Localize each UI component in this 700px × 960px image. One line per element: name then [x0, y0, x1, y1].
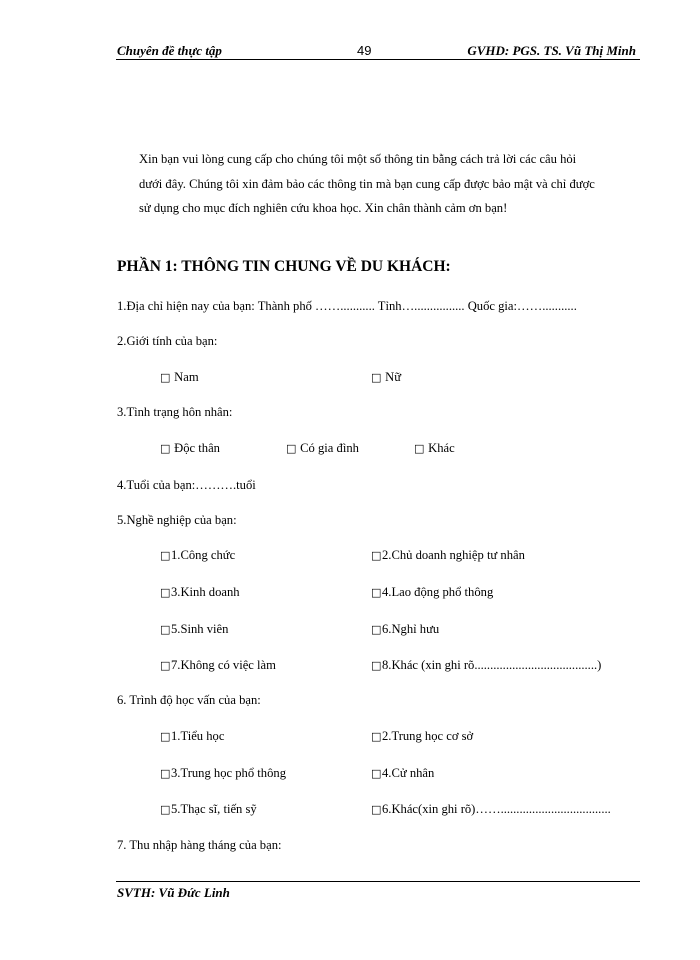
question-1-address: 1.Địa chỉ hiện nay của bạn: Thành phố ……........... Tỉnh…................ Quốc gia:……........... — [117, 299, 577, 313]
option-checkbox[interactable] — [160, 441, 220, 456]
question-4-age: 4.Tuổi của bạn:……….tuổi — [117, 478, 256, 492]
option-label: Nữ — [385, 370, 402, 384]
option-checkbox[interactable] — [371, 585, 493, 600]
checkbox-icon: □ — [371, 623, 382, 636]
option-label: 2.Chủ doanh nghiệp tư nhân — [382, 548, 525, 562]
option-label: 1.Công chức — [171, 548, 236, 562]
page-number: 49 — [357, 43, 372, 58]
intro-line: dưới đây. Chúng tôi xin đảm bảo các thông tin mà bạn cung cấp được bảo mật và chỉ được — [139, 176, 595, 191]
question-2-gender: 2.Giới tính của bạn: — [117, 334, 218, 348]
checkbox-icon: □ — [160, 371, 171, 384]
header-left-title: Chuyên đề thực tập — [117, 43, 222, 58]
option-label: 7.Không có việc làm — [171, 658, 276, 672]
option-label: 4.Lao động phổ thông — [382, 585, 494, 599]
checkbox-icon: □ — [160, 767, 171, 780]
option-label: Nam — [174, 370, 199, 384]
checkbox-icon: □ — [414, 442, 425, 455]
option-checkbox[interactable] — [371, 370, 401, 385]
option-checkbox[interactable] — [371, 729, 473, 744]
footer-author: SVTH: Vũ Đức Linh — [117, 885, 230, 900]
option-label: 6.Khác(xin ghi rõ)……................................... — [382, 802, 611, 816]
checkbox-icon: □ — [371, 730, 382, 743]
question-6-education: 6. Trình độ học vấn của bạn: — [117, 693, 261, 707]
option-label: 8.Khác (xin ghi rõ.......................................) — [382, 658, 602, 672]
option-checkbox[interactable] — [286, 441, 359, 456]
option-label: 5.Thạc sĩ, tiến sỹ — [171, 802, 257, 816]
option-checkbox[interactable] — [160, 766, 286, 781]
checkbox-icon: □ — [371, 549, 382, 562]
option-checkbox[interactable] — [371, 658, 601, 673]
section-heading: PHẦN 1: THÔNG TIN CHUNG VỀ DU KHÁCH: — [117, 258, 451, 275]
checkbox-icon: □ — [371, 586, 382, 599]
checkbox-icon: □ — [371, 767, 382, 780]
header-right-advisor: GVHD: PGS. TS. Vũ Thị Minh — [467, 43, 636, 58]
checkbox-icon: □ — [160, 659, 171, 672]
option-label: 6.Nghỉ hưu — [382, 622, 440, 636]
checkbox-icon: □ — [160, 730, 171, 743]
checkbox-icon: □ — [286, 442, 297, 455]
intro-line: sử dụng cho mục đích nghiên cứu khoa học. Xin chân thành cảm ơn bạn! — [139, 201, 508, 215]
checkbox-icon: □ — [160, 442, 171, 455]
option-label: Độc thân — [174, 441, 220, 455]
question-5-occupation: 5.Nghề nghiệp của bạn: — [117, 513, 237, 527]
option-checkbox[interactable] — [160, 729, 224, 744]
checkbox-icon: □ — [160, 586, 171, 599]
option-checkbox[interactable] — [160, 802, 257, 817]
option-checkbox[interactable] — [160, 548, 235, 563]
checkbox-icon: □ — [371, 803, 382, 816]
intro-paragraph — [139, 147, 639, 221]
checkbox-icon: □ — [160, 803, 171, 816]
option-checkbox[interactable] — [160, 622, 228, 637]
option-checkbox[interactable] — [160, 658, 276, 673]
checkbox-icon: □ — [160, 549, 171, 562]
footer-rule — [116, 881, 640, 882]
option-checkbox[interactable] — [371, 548, 525, 563]
option-label: 4.Cử nhân — [382, 766, 435, 780]
question-3-marital-status: 3.Tình trạng hôn nhân: — [117, 405, 233, 419]
option-label: 5.Sinh viên — [171, 622, 229, 636]
intro-line: Xin bạn vui lòng cung cấp cho chúng tôi một số thông tin bằng cách trả lời các câu hỏi — [139, 152, 577, 166]
option-checkbox[interactable] — [414, 441, 455, 456]
header-rule — [116, 59, 640, 60]
option-checkbox[interactable] — [160, 370, 199, 385]
option-label: Có gia đình — [300, 441, 359, 455]
option-label: 1.Tiểu học — [171, 729, 225, 743]
option-label: Khác — [428, 441, 455, 455]
question-7-income: 7. Thu nhập hàng tháng của bạn: — [117, 838, 282, 852]
option-label: 3.Kinh doanh — [171, 585, 240, 599]
option-checkbox[interactable] — [371, 802, 611, 817]
checkbox-icon: □ — [160, 623, 171, 636]
option-label: 3.Trung học phổ thông — [171, 766, 286, 780]
option-checkbox[interactable] — [160, 585, 240, 600]
option-checkbox[interactable] — [371, 766, 434, 781]
option-label: 2.Trung học cơ sở — [382, 729, 474, 743]
checkbox-icon: □ — [371, 371, 382, 384]
checkbox-icon: □ — [371, 659, 382, 672]
option-checkbox[interactable] — [371, 622, 439, 637]
